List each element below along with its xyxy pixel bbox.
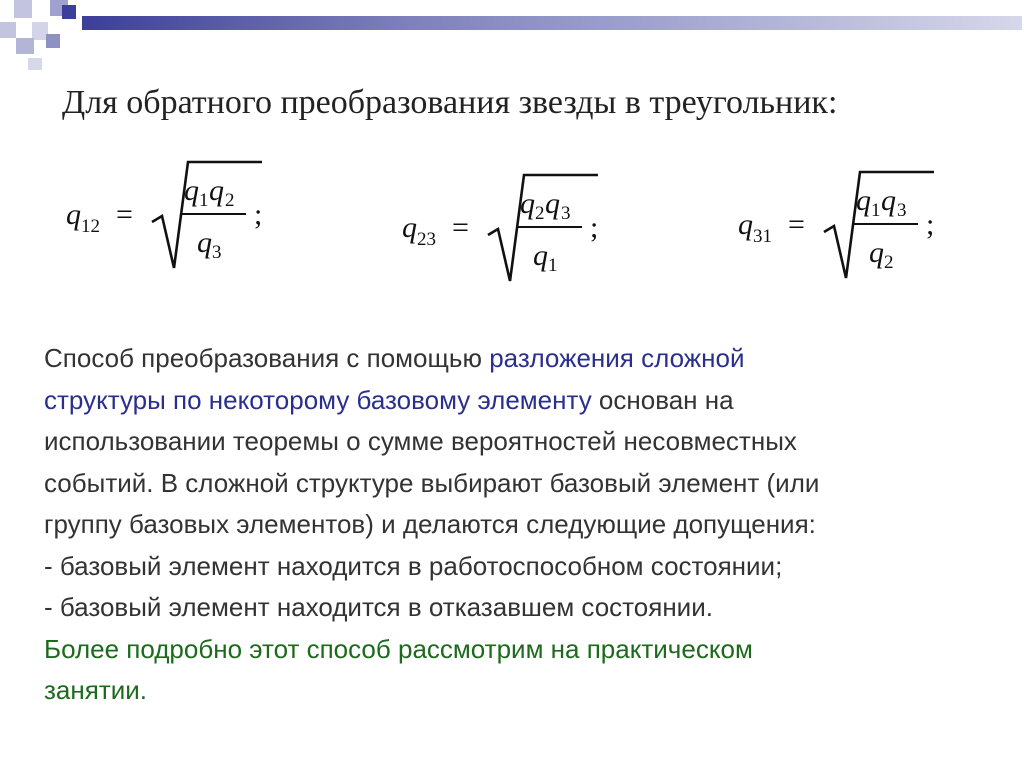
paragraph-line: событий. В сложной структуре выбирают базовый элемент (или [44, 467, 820, 498]
denominator: q [533, 239, 548, 272]
paragraph-line [44, 380, 1004, 422]
formula-lhs-sub: 23 [417, 229, 436, 250]
formula-lhs: q [66, 198, 81, 231]
body-paragraph [44, 338, 1004, 712]
deco-square [46, 34, 60, 48]
semicolon: ; [926, 208, 935, 241]
highlight-green-text: Более подробно этот способ рассмотрим на практическом [44, 633, 753, 664]
denominator-sub: 3 [212, 242, 222, 263]
formula-lhs: q [738, 208, 753, 241]
bullet-line: - базовый элемент находится в отказавшем состоянии. [44, 592, 713, 622]
numerator-factor-sub: 1 [199, 190, 209, 211]
text-span: основан на [591, 384, 734, 415]
numerator-factor: q [520, 187, 535, 220]
text-span: Способ преобразования с помощью [44, 343, 490, 373]
paragraph-line [44, 338, 1004, 380]
deco-square [62, 5, 76, 19]
numerator-factor: q [184, 174, 199, 207]
denominator: q [197, 226, 212, 259]
numerator-factor: q [881, 184, 896, 217]
formula-q23 [402, 175, 598, 281]
numerator-factor: q [856, 184, 871, 217]
highlight-green-text: занятии. [44, 675, 147, 705]
formula-q12 [66, 162, 262, 268]
bullet-line: - базовый элемент находится в работоспособном состоянии; [44, 550, 783, 581]
deco-square [14, 0, 32, 18]
deco-square [16, 38, 34, 54]
semicolon: ; [590, 211, 599, 244]
paragraph-line: использовании теоремы о сумме вероятностей несовместных [44, 426, 797, 456]
header-gradient-bar [82, 16, 1022, 30]
numerator-factor-sub: 2 [535, 203, 545, 224]
numerator-factor-sub: 2 [225, 190, 235, 211]
numerator-factor-sub: 1 [871, 200, 881, 221]
highlight-blue-text: разложения сложной [489, 343, 745, 373]
formula-row [0, 150, 1024, 300]
highlight-blue-text: структуры по некоторому базовому элементу [44, 384, 592, 415]
semicolon: ; [254, 198, 263, 231]
equals-sign: = [116, 198, 133, 231]
slide-heading: Для обратного преобразования звезды в треугольник: [62, 84, 838, 121]
formula-lhs-sub: 31 [753, 226, 772, 247]
formula-lhs: q [402, 211, 417, 244]
deco-square [0, 22, 16, 38]
numerator-factor-sub: 3 [897, 200, 907, 221]
denominator: q [869, 236, 884, 269]
numerator-factor: q [209, 174, 224, 207]
numerator-factor: q [545, 187, 560, 220]
formula-q31 [738, 172, 934, 278]
denominator-sub: 2 [884, 252, 894, 273]
deco-square [28, 58, 42, 70]
paragraph-line: группу базовых элементов) и делаются следующие допущения: [44, 509, 816, 539]
equals-sign: = [788, 208, 805, 241]
formula-lhs-sub: 12 [81, 216, 100, 237]
numerator-factor-sub: 3 [561, 203, 571, 224]
equals-sign: = [452, 211, 469, 244]
denominator-sub: 1 [548, 255, 558, 276]
